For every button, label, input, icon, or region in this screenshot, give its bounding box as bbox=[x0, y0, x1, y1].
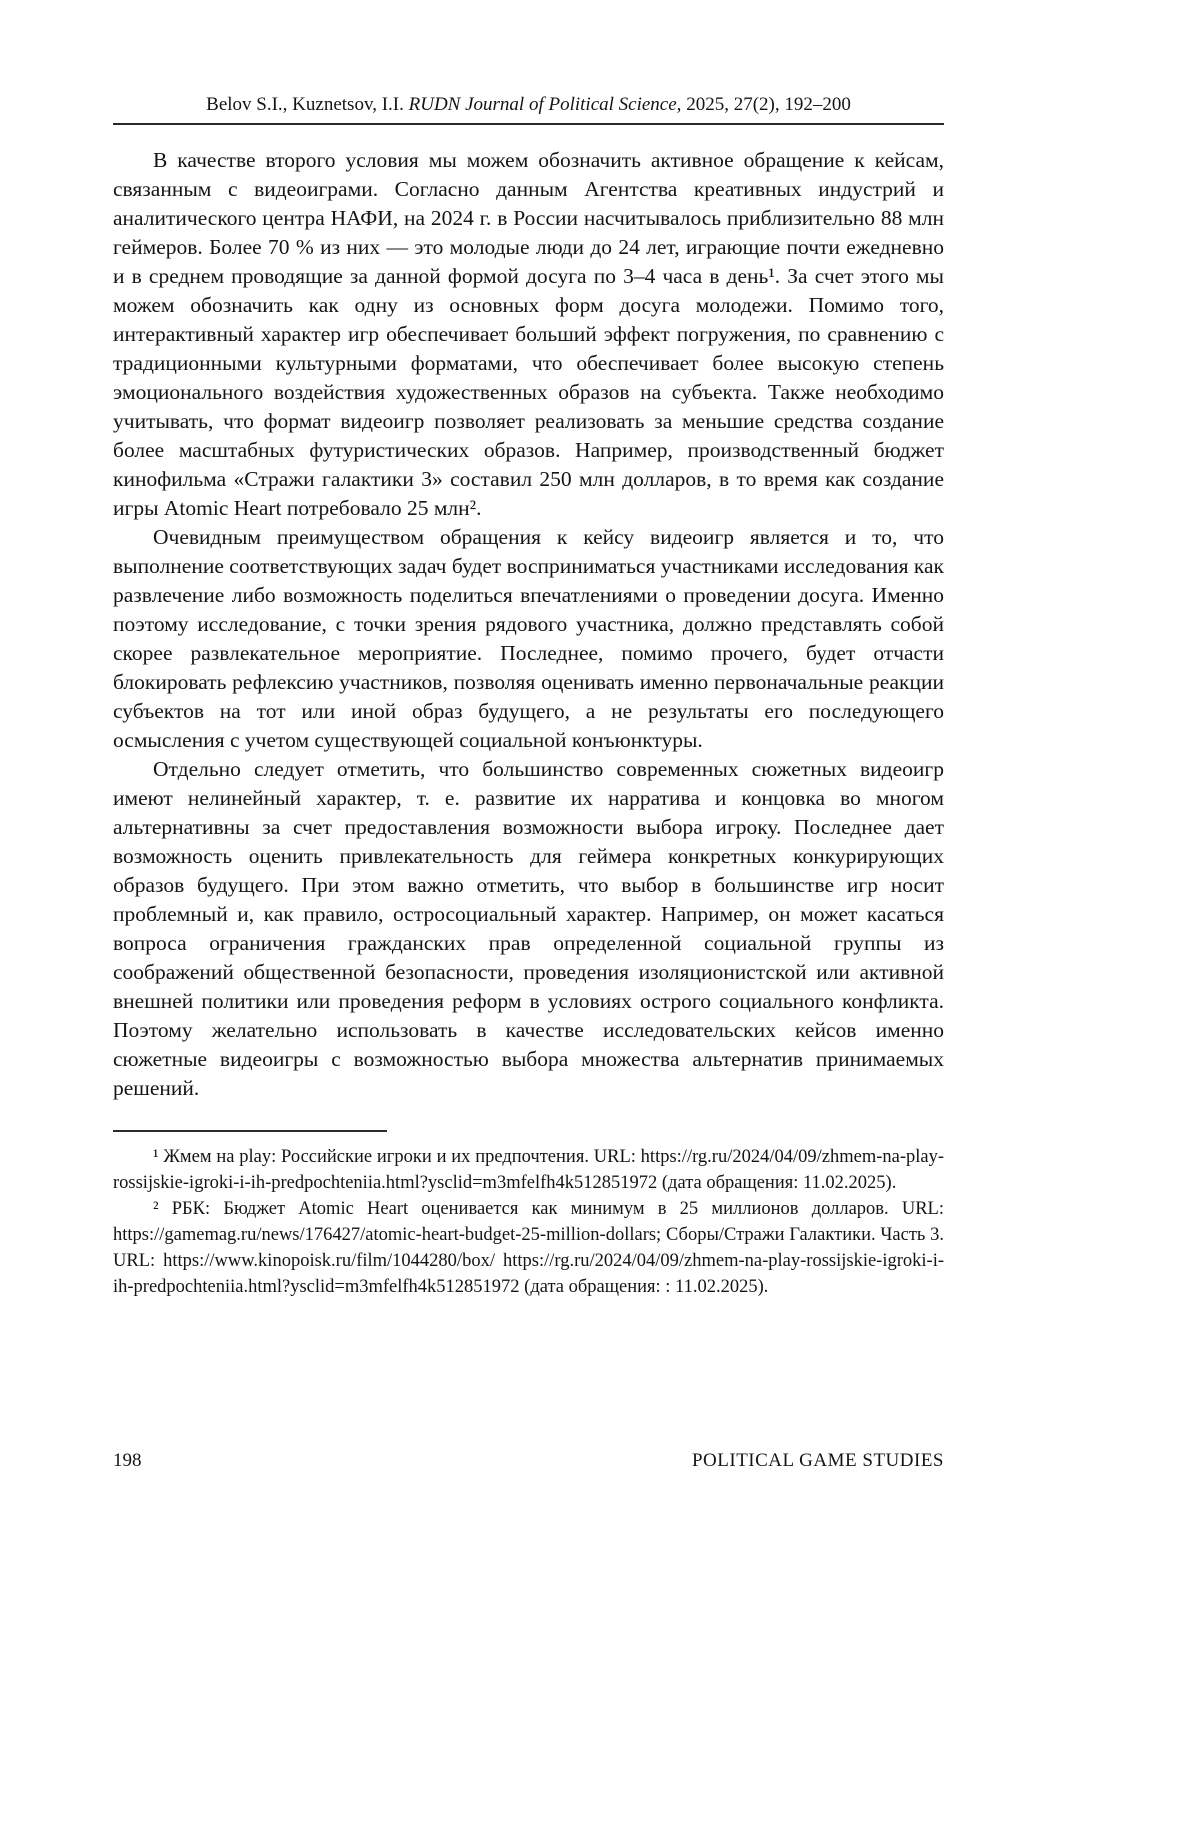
body-paragraph: В качестве второго условия мы можем обозначить активное обращение к кейсам, связанным с видеоиграми. Согласно данным Агентства креативных индустрий и аналитического центра НАФИ, на 2024 г. в России насчитывалось приблизительно 88 млн геймеров. Более 70 % из них — это молодые люди до 24 лет, играющие почти ежедневно и в среднем проводящие за данной формой досуга по 3–4 часа в день¹. За счет этого мы можем обозначить как одну из основных форм досуга молодежи. Помимо того, интерактивный характер игр обеспечивает больший эффект погружения, по сравнению с традиционными культурными форматами, что обеспечивает более высокую степень эмоционального воздействия художественных образов на субъекта. Также необходимо учитывать, что формат видеоигр позволяет реализовать за меньшие средства создание более масштабных футуристических образов. Например, производственный бюджет кинофильма «Стражи галактики 3» составил 250 млн долларов, в то время как создание игры Atomic Heart потребовало 25 млн². bbox=[113, 148, 944, 520]
footnotes bbox=[113, 1144, 944, 1300]
page-footer bbox=[113, 1450, 944, 1472]
article-body bbox=[113, 146, 944, 1103]
header-issue-info: 2025, 27(2), 192–200 bbox=[681, 94, 851, 115]
body-paragraph: Очевидным преимуществом обращения к кейсу видеоигр является и то, что выполнение соответствующих задач будет восприниматься участниками исследования как развлечение либо возможность поделиться впечатлениями о проведении досуга. Именно поэтому исследование, с точки зрения рядового участника, должно представлять собой скорее развлекательное мероприятие. Последнее, помимо прочего, будет отчасти блокировать рефлексию участников, позволяя оценивать именно первоначальные реакции субъектов на тот или иной образ будущего, а не результаты его последующего осмысления с учетом существующей социальной конъюнктуры. bbox=[113, 525, 944, 752]
header-authors: Belov S.I., Kuznetsov, I.I. bbox=[206, 94, 409, 115]
page-content bbox=[113, 94, 944, 1300]
footnote-item: ¹ Жмем на play: Российские игроки и их предпочтения. URL: https://rg.ru/2024/04/09/zhmem-na-play-rossijskie-igroki-i-ih-predpochteniia.html?ysclid=m3mfelfh4k512851972 (дата обращения: 11.02.2025). bbox=[113, 1147, 944, 1193]
footnote-separator bbox=[113, 1130, 387, 1132]
running-title: POLITICAL GAME STUDIES bbox=[691, 1450, 944, 1471]
page-number: 198 bbox=[113, 1450, 142, 1471]
footnote-item: ² РБК: Бюджет Atomic Heart оценивается как минимум в 25 миллионов долларов. URL: https://gamemag.ru/news/176427/atomic-heart-budget-25-million-dollars; Сборы/Стражи Галактики. Часть 3. URL: https://www.kinopoisk.ru/film/1044280/box/ https://rg.ru/2024/04/09/zhmem-na-play-rossijskie-igroki-i-ih-predpochteniia.html?ysclid=m3mfelfh4k512851972 (дата обращения: : 11.02.2025). bbox=[113, 1199, 944, 1297]
header-journal-title: RUDN Journal of Political Science, bbox=[408, 94, 682, 115]
page-header bbox=[113, 94, 944, 125]
body-paragraph: Отдельно следует отметить, что большинство современных сюжетных видеоигр имеют нелинейный характер, т. е. развитие их нарратива и концовка во многом альтернативны за счет предоставления возможности выбора игроку. Последнее дает возможность оценить привлекательность для геймера конкретных конкурирующих образов будущего. При этом важно отметить, что выбор в большинстве игр носит проблемный и, как правило, остросоциальный характер. Например, он может касаться вопроса ограничения гражданских прав определенной социальной группы из соображений общественной безопасности, проведения изоляционистской или активной внешней политики или проведения реформ в условиях острого социального конфликта. Поэтому желательно использовать в качестве исследовательских кейсов именно сюжетные видеоигры с возможностью выбора множества альтернатив принимаемых решений. bbox=[113, 757, 944, 1100]
